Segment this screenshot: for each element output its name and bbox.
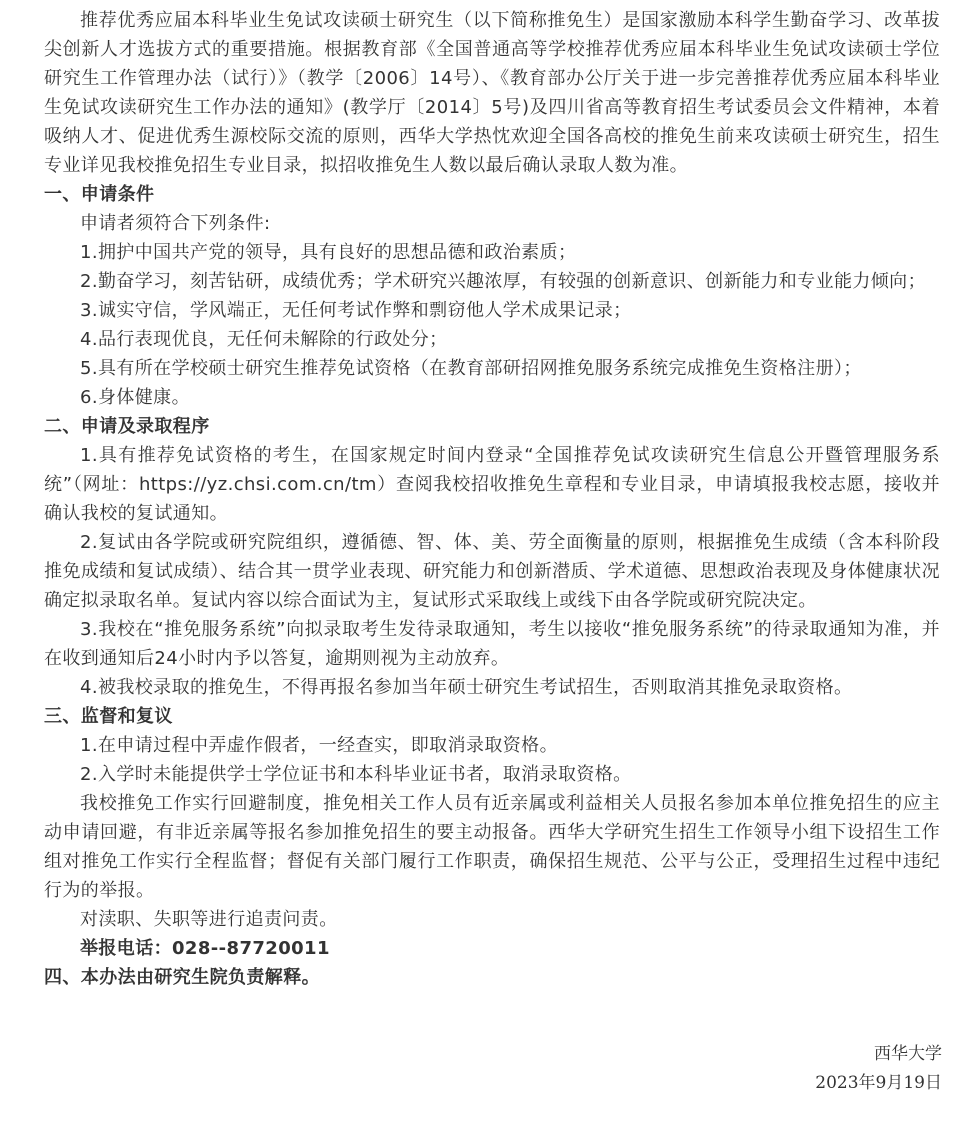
section-heading-supervision: 三、监督和复议 (44, 706, 173, 727)
section3-item-1: 1.在申请过程中弄虚作假者，一经查实，即取消录取资格。 (80, 735, 558, 756)
section-heading-application-procedure: 二、申请及录取程序 (44, 416, 210, 437)
section3-recusal-paragraph: 我校推免工作实行回避制度，推免相关工作人员有近亲属或利益相关人员报名参加本单位推免招生的应主动申请回避，有非近亲属等报名参加推免招生的要主动报备。西华大学研究生招生工作领导小组下设招生工作组对推免工作实行全程监督；督促有关部门履行工作职责，确保招生规范、公平与公正，受理招生过程中违纪行为的举报。 (44, 793, 940, 901)
section2-item-2: 2.复试由各学院或研究院组织，遵循德、智、体、美、劳全面衡量的原则，根据推免生成绩（含本科阶段推免成绩和复试成绩）、结合其一贯学业表现、研究能力和创新潜质、学术道德、思想政治表现及身体健康状况确定拟录取名单。复试内容以综合面试为主，复试形式采取线上或线下由各学院或研究院决定。 (44, 532, 940, 611)
section1-item-6: 6.身体健康。 (80, 387, 190, 408)
report-hotline: 举报电话：028--87720011 (80, 938, 330, 959)
section1-lead: 申请者须符合下列条件: (80, 213, 271, 234)
section1-item-3: 3.诚实守信，学风端正，无任何考试作弊和剽窃他人学术成果记录； (80, 300, 632, 321)
signature-organization: 西华大学 (874, 1044, 942, 1064)
section1-item-2: 2.勤奋学习，刻苦钻研，成绩优秀；学术研究兴趣浓厚，有较强的创新意识、创新能力和专业能力倾向； (80, 271, 926, 292)
section-heading-application-conditions: 一、申请条件 (44, 184, 155, 205)
section-heading-interpretation: 四、本办法由研究生院负责解释。 (44, 967, 320, 988)
signature-date: 2023年9月19日 (815, 1073, 942, 1093)
intro-paragraph: 推荐优秀应届本科毕业生免试攻读硕士研究生（以下简称推免生）是国家激励本科学生勤奋学习、改革拔尖创新人才选拔方式的重要措施。根据教育部《全国普通高等学校推荐优秀应届本科毕业生免试攻读硕士学位研究生工作管理办法（试行）》（教学〔2006〕14号）、《教育部办公厅关于进一步完善推荐优秀应届本科毕业生免试攻读研究生工作办法的通知》(教学厅〔2014〕5号)及四川省高等教育招生考试委员会文件精神，本着吸纳人才、促进优秀生源校际交流的原则，西华大学热忱欢迎全国各高校的推免生前来攻读硕士研究生，招生专业详见我校推免招生专业目录，拟招收推免生人数以最后确认录取人数为准。 (44, 10, 940, 176)
section2-item-4: 4.被我校录取的推免生，不得再报名参加当年硕士研究生考试招生，否则取消其推免录取资格。 (80, 677, 853, 698)
section2-item-3: 3.我校在“推免服务系统”向拟录取考生发待录取通知，考生以接收“推免服务系统”的待录取通知为准，并在收到通知后24小时内予以答复，逾期则视为主动放弃。 (44, 619, 940, 669)
section1-item-5: 5.具有所在学校硕士研究生推荐免试资格（在教育部研招网推免服务系统完成推免生资格注册）； (80, 358, 862, 379)
section2-item-1: 1.具有推荐免试资格的考生，在国家规定时间内登录“全国推荐免试攻读研究生信息公开暨管理服务系统”（网址：https://yz.chsi.com.cn/tm）查阅我校招收推免生章程和专业目录，申请填报我校志愿，接收并确认我校的复试通知。 (44, 445, 940, 524)
section1-item-4: 4.品行表现优良，无任何未解除的行政处分； (80, 329, 448, 350)
section1-item-1: 1.拥护中国共产党的领导，具有良好的思想品德和政治素质； (80, 242, 577, 263)
section3-item-2: 2.入学时未能提供学士学位证书和本科毕业证书者，取消录取资格。 (80, 764, 632, 785)
section3-accountability: 对渎职、失职等进行追责问责。 (80, 909, 338, 930)
